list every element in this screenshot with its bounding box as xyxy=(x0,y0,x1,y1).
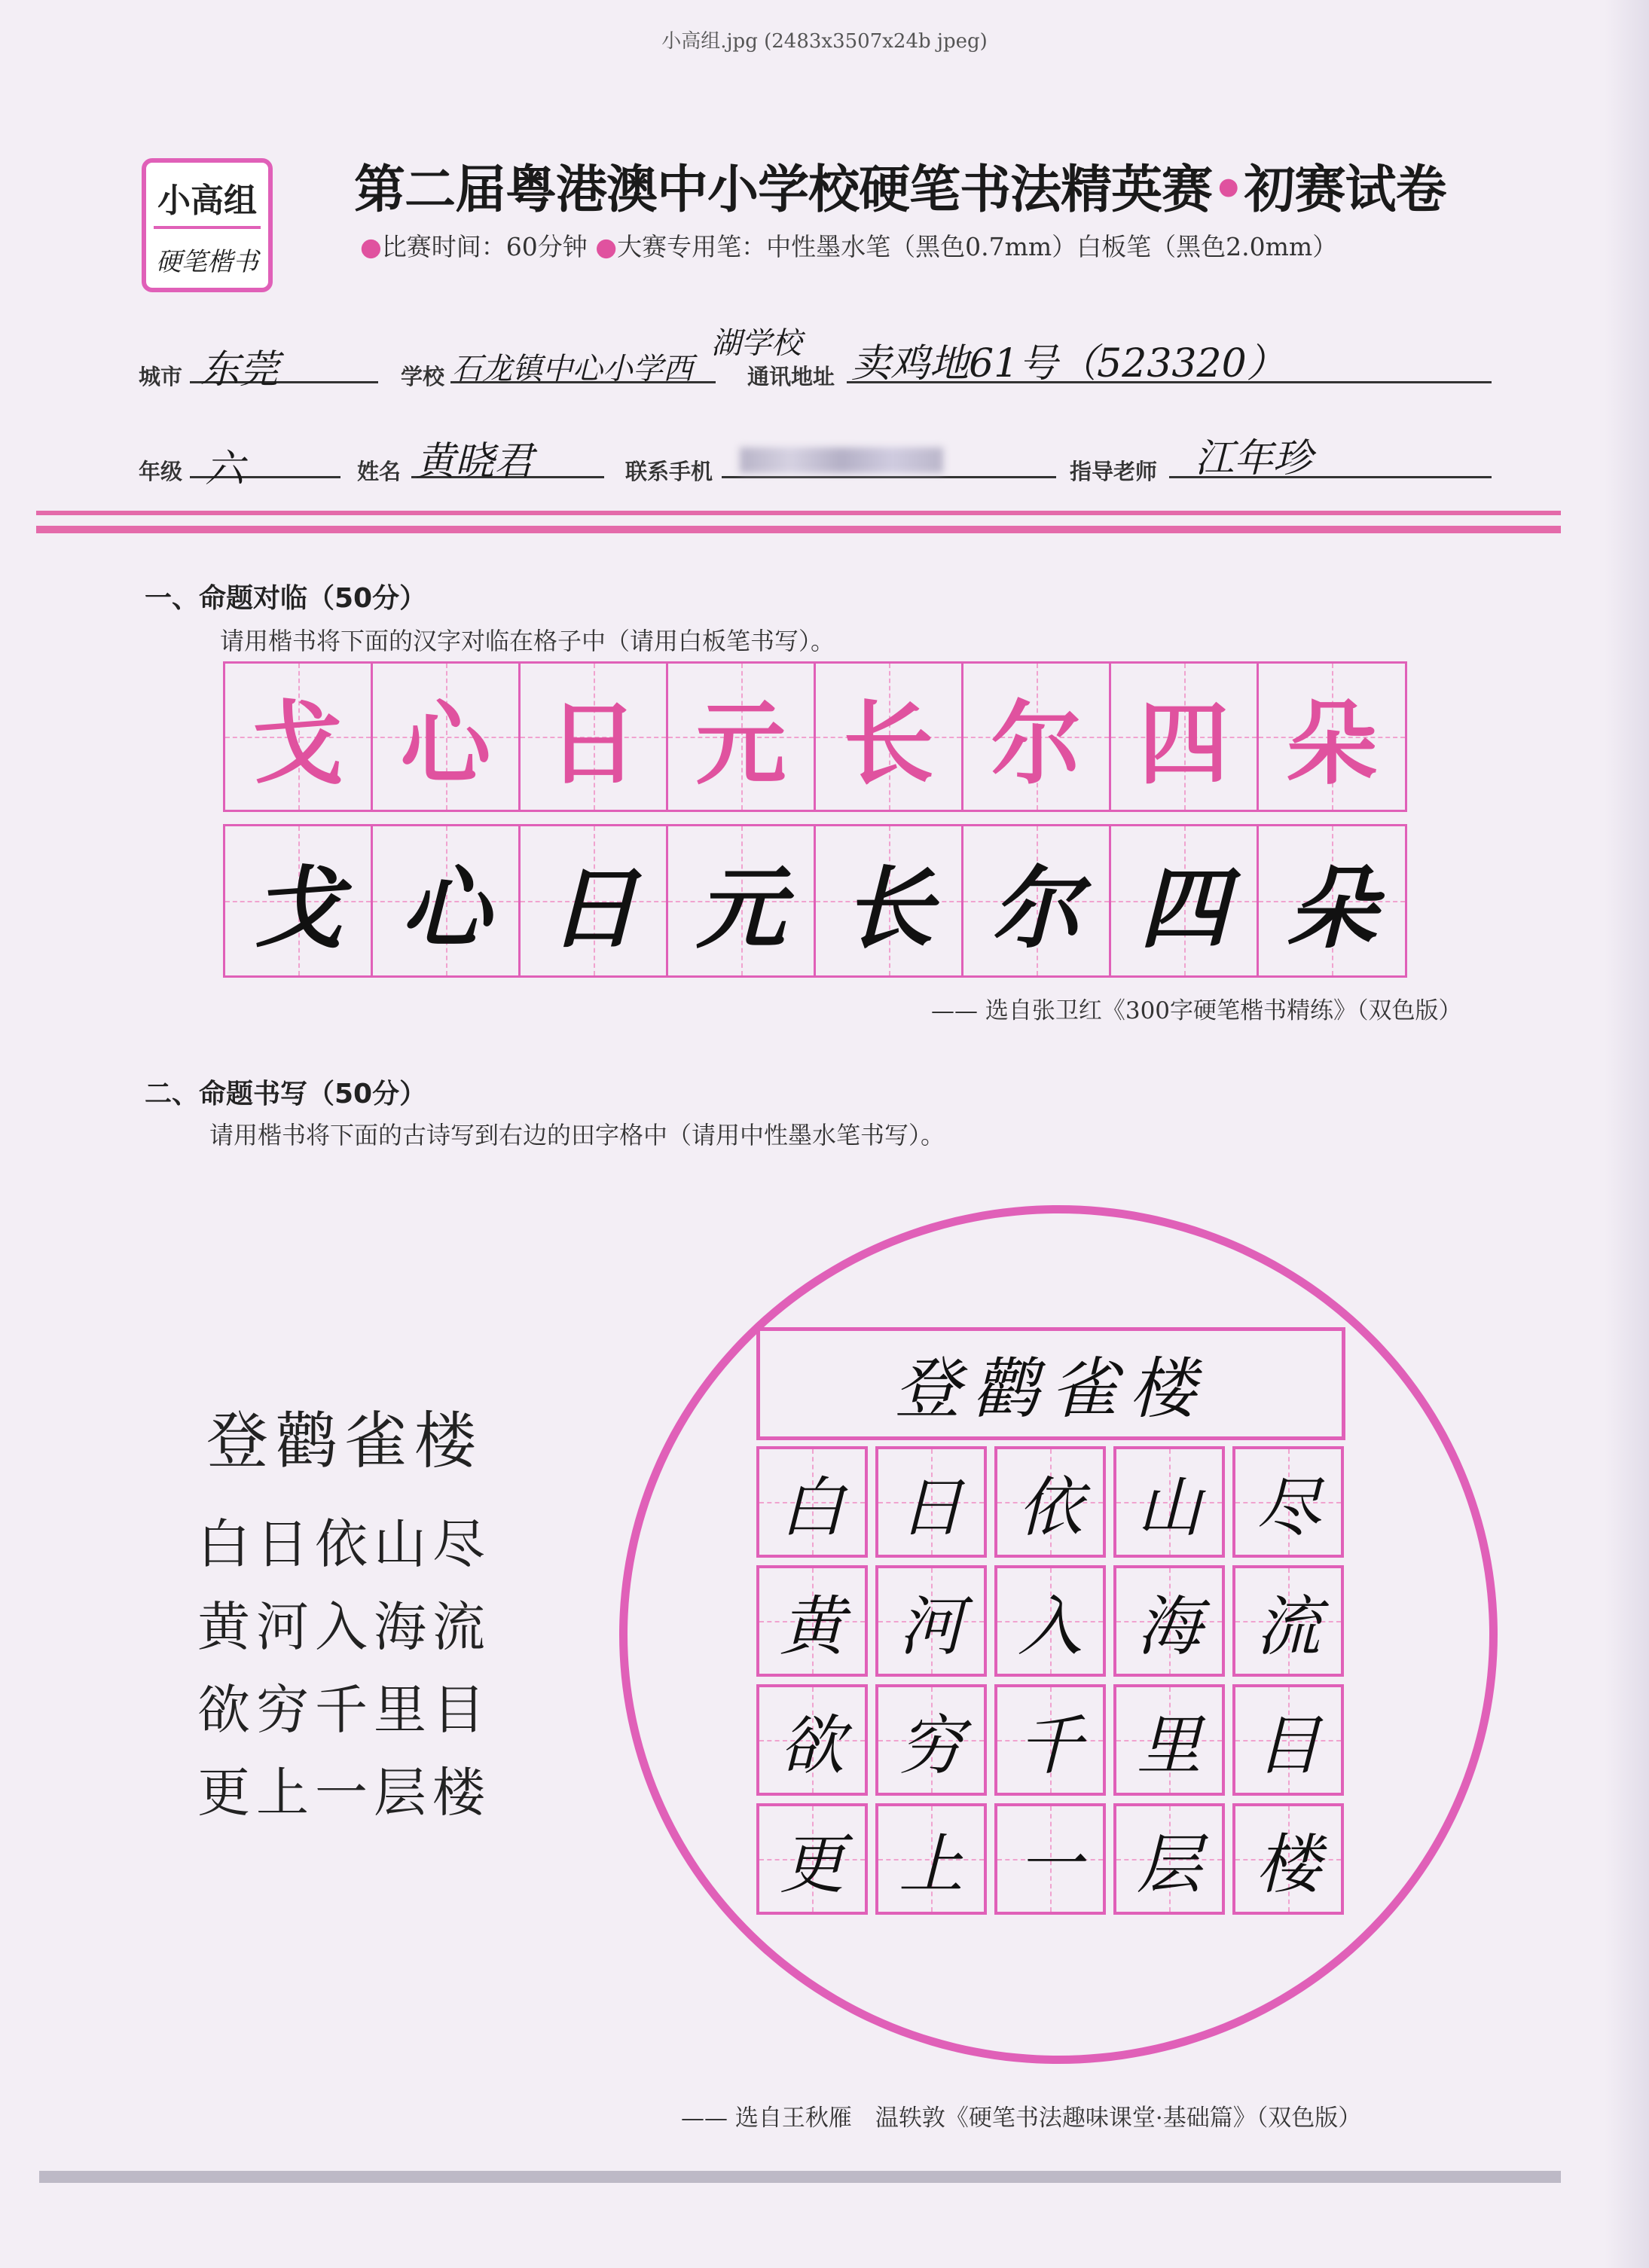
grid-cell[interactable] xyxy=(756,1565,868,1677)
poem-title: 登鹳雀楼 xyxy=(206,1406,484,1477)
grid-cell[interactable] xyxy=(756,1446,868,1558)
copy-char: 长 xyxy=(844,856,933,960)
group-badge xyxy=(142,158,273,292)
poem-line: 欲穷千里目 xyxy=(197,1679,491,1741)
model-cell xyxy=(816,664,963,810)
grid-cell[interactable] xyxy=(1113,1684,1225,1796)
model-char: 心 xyxy=(400,691,491,797)
copy-cell[interactable] xyxy=(225,826,373,975)
copy-cell[interactable] xyxy=(1111,826,1259,975)
written-char: 千 xyxy=(1018,1708,1083,1784)
section1-title: 一、命题对临（50分） xyxy=(145,583,427,614)
title-tail: 初赛试卷 xyxy=(1244,160,1446,220)
model-char: 戈 xyxy=(252,691,344,797)
exam-time: 比赛时间：60分钟 xyxy=(381,232,588,261)
grid-cell[interactable] xyxy=(994,1446,1106,1558)
exam-info xyxy=(360,227,1337,263)
grade-value: 六 xyxy=(205,447,245,492)
grid-cell[interactable] xyxy=(1232,1684,1344,1796)
header-divider-thick xyxy=(36,526,1561,533)
written-char: 依 xyxy=(1018,1470,1083,1546)
grid-cell[interactable] xyxy=(994,1684,1106,1796)
exam-pen: 大赛专用笔：中性墨水笔（黑色0.7mm）白板笔（黑色2.0mm） xyxy=(617,232,1338,261)
model-grid xyxy=(223,661,1407,812)
written-title: 登鹳雀楼 xyxy=(893,1350,1208,1427)
grid-row xyxy=(756,1684,1345,1796)
badge-group-label: 小高组 xyxy=(157,182,257,220)
written-char: 欲 xyxy=(780,1708,844,1784)
written-char: 山 xyxy=(1137,1470,1202,1546)
redacted-phone xyxy=(740,447,943,473)
teacher-value: 江年珍 xyxy=(1195,436,1313,481)
written-char: 河 xyxy=(899,1589,963,1665)
grid-row xyxy=(756,1565,1345,1677)
grid-cell[interactable] xyxy=(994,1803,1106,1915)
copy-cell[interactable] xyxy=(521,826,668,975)
copy-cell[interactable] xyxy=(373,826,521,975)
city-value: 东莞 xyxy=(200,347,279,392)
copy-char: 朵 xyxy=(1287,856,1376,960)
written-char: 目 xyxy=(1256,1708,1321,1784)
written-title-box[interactable] xyxy=(756,1327,1345,1440)
page-title xyxy=(354,149,1446,222)
grid-cell[interactable] xyxy=(994,1565,1106,1677)
model-char: 长 xyxy=(843,691,934,797)
grid-cell[interactable] xyxy=(1232,1565,1344,1677)
copy-grid[interactable] xyxy=(223,824,1407,978)
copy-cell[interactable] xyxy=(668,826,816,975)
written-char: 白 xyxy=(780,1470,844,1546)
copy-char: 戈 xyxy=(253,856,343,960)
grid-cell[interactable] xyxy=(756,1684,868,1796)
written-char: 楼 xyxy=(1256,1827,1321,1903)
section2-source: —— 选自王秋雁 温轶敦《硬笔书法趣味课堂·基础篇》（双色版） xyxy=(681,2105,1362,2132)
written-char: 更 xyxy=(780,1827,844,1903)
copy-cell[interactable] xyxy=(1259,826,1407,975)
grid-cell[interactable] xyxy=(1232,1446,1344,1558)
written-char: 黄 xyxy=(780,1589,844,1665)
grid-row xyxy=(756,1803,1345,1915)
bullet-icon: ● xyxy=(360,232,382,261)
phone-label: 联系手机 xyxy=(625,459,713,484)
badge-category-label: 硬笔楷书 xyxy=(156,247,258,277)
grid-cell[interactable] xyxy=(1113,1803,1225,1915)
grid-cell[interactable] xyxy=(1113,1565,1225,1677)
title-main: 第二届粤港澳中小学校硬笔书法精英赛 xyxy=(354,160,1213,220)
model-char: 尔 xyxy=(991,691,1082,797)
footer-bar xyxy=(39,2171,1561,2183)
badge-divider xyxy=(154,226,261,229)
grid-cell[interactable] xyxy=(875,1684,987,1796)
section2-instruction: 请用楷书将下面的古诗写到右边的田字格中（请用中性墨水笔书写）。 xyxy=(209,1121,945,1149)
written-char: 海 xyxy=(1137,1589,1202,1665)
poem-line: 白日依山尽 xyxy=(197,1513,491,1575)
teacher-label: 指导老师 xyxy=(1070,459,1158,484)
grid-cell[interactable] xyxy=(875,1446,987,1558)
school-label: 学校 xyxy=(401,364,445,389)
copy-cell[interactable] xyxy=(963,826,1111,975)
written-char: 流 xyxy=(1256,1589,1321,1665)
header-divider-thin xyxy=(36,511,1561,515)
grid-cell[interactable] xyxy=(1232,1803,1344,1915)
model-char: 四 xyxy=(1138,691,1229,797)
title-dot-icon: • xyxy=(1212,160,1244,220)
written-char: 上 xyxy=(899,1827,963,1903)
address-value: 卖鸡地61号（523320） xyxy=(851,341,1286,386)
poem-model xyxy=(197,1392,491,1834)
model-cell xyxy=(373,664,521,810)
section1-source: —— 选自张卫红《300字硬笔楷书精练》（双色版） xyxy=(931,997,1462,1024)
bullet-icon: ● xyxy=(595,232,618,261)
section2-title: 二、命题书写（50分） xyxy=(145,1079,427,1110)
file-caption: 小高组.jpg (2483x3507x24b jpeg) xyxy=(661,30,988,53)
school-value: 石龙镇中心小学西 xyxy=(452,352,693,386)
written-char: 里 xyxy=(1137,1708,1202,1784)
model-char: 元 xyxy=(695,691,786,797)
written-poem-grid[interactable] xyxy=(756,1446,1345,1922)
model-cell xyxy=(668,664,816,810)
city-label: 城市 xyxy=(139,364,183,389)
model-char: 朵 xyxy=(1287,691,1377,797)
model-cell xyxy=(963,664,1111,810)
section1-instruction: 请用楷书将下面的汉字对临在格子中（请用白板笔书写）。 xyxy=(220,627,835,655)
copy-cell[interactable] xyxy=(816,826,963,975)
written-char: 层 xyxy=(1137,1827,1202,1903)
copy-char: 心 xyxy=(401,856,490,960)
model-cell xyxy=(1259,664,1407,810)
written-char: 入 xyxy=(1018,1589,1083,1665)
name-label: 姓名 xyxy=(357,459,402,484)
copy-char: 四 xyxy=(1139,856,1229,960)
grid-cell[interactable] xyxy=(875,1803,987,1915)
copy-char: 元 xyxy=(696,856,786,960)
written-char: 穷 xyxy=(899,1708,963,1784)
name-value: 黄晓君 xyxy=(416,439,534,484)
poem-line: 更上一层楼 xyxy=(197,1762,491,1824)
copy-char: 日 xyxy=(548,856,638,960)
model-char: 日 xyxy=(548,691,639,797)
grade-label: 年级 xyxy=(139,459,183,484)
model-cell xyxy=(225,664,373,810)
model-cell xyxy=(1111,664,1259,810)
poem-line: 黄河入海流 xyxy=(197,1596,491,1658)
written-char: 尽 xyxy=(1256,1470,1321,1546)
model-cell xyxy=(521,664,668,810)
copy-char: 尔 xyxy=(991,856,1081,960)
address-label: 通讯地址 xyxy=(747,364,835,389)
grid-cell[interactable] xyxy=(1113,1446,1225,1558)
written-char: 一 xyxy=(1018,1827,1083,1903)
scan-edge-shadow xyxy=(1605,0,1649,2268)
grid-cell[interactable] xyxy=(756,1803,868,1915)
grid-cell[interactable] xyxy=(875,1565,987,1677)
written-char: 日 xyxy=(899,1470,963,1546)
grid-row xyxy=(756,1446,1345,1558)
school-value-extra: 湖学校 xyxy=(711,326,802,361)
